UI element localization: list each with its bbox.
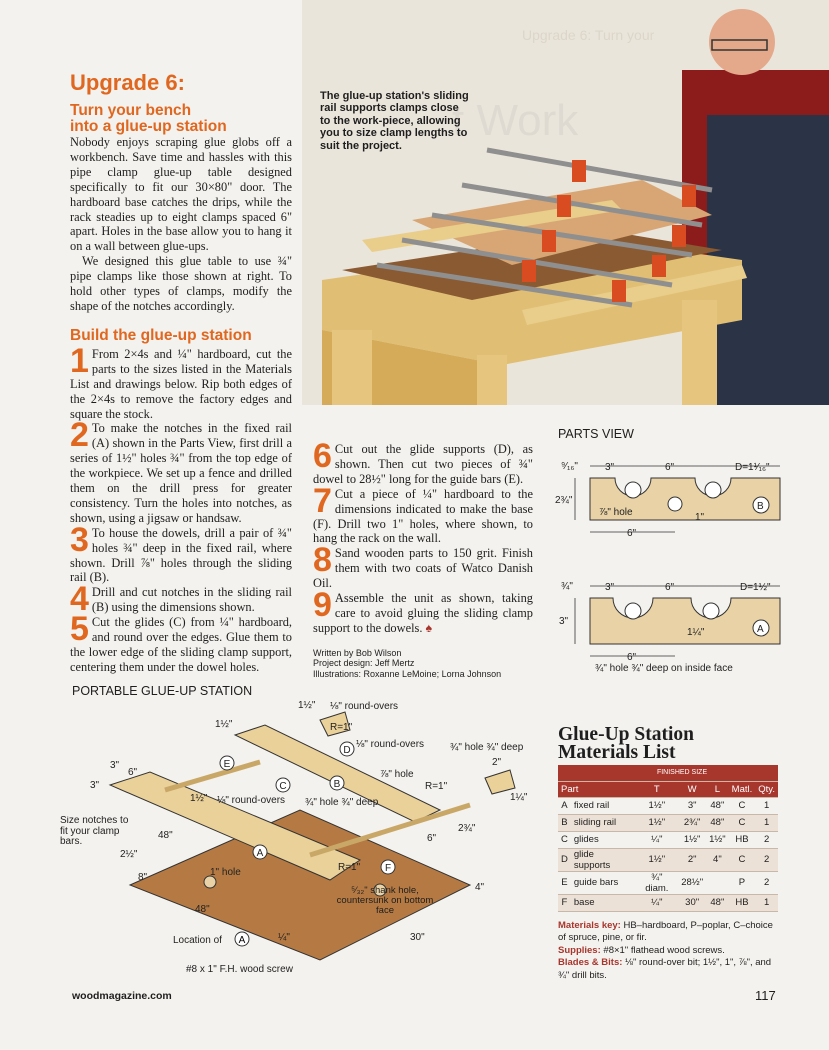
footer-site: woodmagazine.com (72, 990, 172, 1002)
col-w: W (678, 781, 706, 797)
photo-caption: The glue-up station's sliding rail supports clamps close to the work-piece, allowing you to size clamp lengths to suit the project. (320, 90, 469, 152)
dim-14: ¼" (278, 932, 290, 943)
rail-a-left-dim: ¾" (561, 581, 573, 592)
dim-112-mid: 1½" (190, 793, 208, 804)
table-row: E guide bars ¾" diam. 28½" P 2 (558, 871, 778, 894)
materials-table (558, 765, 778, 912)
intro-paragraph-2: We designed this glue table to use ¾" pipe clamps like those shown at right. To hold other types of clamps, modify the shape of the notches accordingly. (70, 254, 292, 313)
dim-r1-top: R=1" (330, 722, 353, 733)
dim-r1-f: R=1" (338, 862, 361, 873)
svg-text:Upgrade 6: Turn your: Upgrade 6: Turn your (522, 27, 655, 43)
intro-section (70, 70, 292, 675)
materials-list (558, 726, 783, 982)
dim-112-left: 1½" (215, 719, 233, 730)
exploded-label-e: E (223, 759, 231, 770)
dim-hole34-b: ¾" hole ¾" deep (305, 797, 379, 808)
step-5: 5 Cut the glides (C) from ¼" hardboard, and round over the edges. Glue them to the lower edge of the sliding clamp support, centering them under the dowel holes. (70, 610, 292, 674)
sliding-rail-b-drawing (555, 461, 780, 539)
rail-b-6in: 6" (665, 462, 675, 473)
screw-label: #8 x 1" F.H. wood screw (186, 964, 293, 975)
table-row: F base ¼" 30" 48" HB 1 (558, 894, 778, 911)
materials-title-1: Glue-Up Station (558, 724, 694, 745)
credit-design: Project design: Jeff Mertz (313, 658, 415, 669)
table-row: C glides ¼" 1½" 1½" HB 2 (558, 831, 778, 848)
exploded-label-c: C (279, 781, 287, 792)
section-title-line1: Turn your bench (70, 102, 192, 119)
table-row: D glide supports 1½" 2" 4" C 2 (558, 848, 778, 871)
exploded-label-b: B (333, 779, 341, 790)
dim-6in-right: 6" (427, 833, 437, 844)
col-t: T (635, 781, 678, 797)
dim-234: 2¾" (458, 823, 476, 834)
exploded-label-d: D (343, 745, 351, 756)
steps-continued (313, 437, 533, 679)
dim-112-top: 1½" (298, 700, 316, 711)
location-part-a: A (238, 935, 246, 946)
table-row: B sliding rail 1½" 2¾" 48" C 1 (558, 814, 778, 831)
step-4: 4 Drill and cut notches in the sliding rail (B) using the dimensions shown. (70, 580, 292, 619)
rail-a-6in: 6" (665, 582, 675, 593)
shank-hole-note: ⁵⁄₃₂" shank hole, countersunk on bottom face (336, 886, 434, 916)
build-heading: Build the glue-up station (70, 326, 252, 344)
rail-a-hole-note: ¾" hole ¾" deep on inside face (595, 663, 733, 674)
rail-b-3in: 3" (605, 462, 615, 473)
dim-30in: 30" (410, 932, 425, 943)
parts-view-title: PARTS VIEW (558, 427, 634, 441)
location-of-label: Location of (173, 935, 222, 946)
photo-illustration (302, 0, 829, 405)
dim-hole78: ⅞" hole (380, 769, 414, 780)
step-7: 7 Cut a piece of ¼" hardboard to the dimensions indicated to make the base (F). Drill two 1" holes, where shown, to hang the rack on the wall. (313, 481, 533, 546)
workbench-photo (302, 0, 829, 405)
dim-roundovers-top: ⅛" round-overs (330, 701, 399, 712)
rail-a-label: A (757, 624, 764, 635)
rail-a-bottom-6in: 6" (627, 652, 637, 663)
rail-a-height: 3" (559, 616, 569, 627)
rail-b-height: 2¾" (555, 495, 573, 506)
materials-key: Materials key: HB–hardboard, P–poplar, C–choice of spruce, pine, or fir. (558, 919, 773, 943)
dim-3in-b: 3" (90, 780, 100, 791)
intro-paragraph-1: Nobody enjoys scraping glue globs off a workbench. Save time and hassles with this pipe clamp glue-up table designed specifically to fit our 30×80" door. The hardboard base catches the drips, while the rack steadies up to eight clamps spaced 6" apart. Holes in the base allow you to hang it on a wall between glue-ups. (70, 135, 292, 254)
dim-hole34: ¾" hole ¾" deep (450, 742, 524, 753)
parts-view-diagram (555, 448, 795, 678)
svg-text:t Work: t Work (452, 96, 579, 145)
section-title-line2: into a glue-up station (70, 118, 227, 135)
dim-3in-a: 3" (110, 760, 120, 771)
col-qty: Qty. (755, 781, 778, 797)
materials-title-2: Materials List (558, 742, 676, 763)
size-notches-note: Size notches to fit your clamp bars. (60, 816, 129, 847)
exploded-view-title: PORTABLE GLUE-UP STATION (72, 684, 253, 698)
rail-b-left-dim: ⁹⁄₁₆" (561, 461, 578, 472)
dim-4in: 4" (475, 882, 485, 893)
credit-illustrations: Illustrations: Roxanne LeMoine; Lorna Johnson (313, 668, 502, 679)
rail-b-1in: 1" (695, 512, 705, 523)
table-row: A fixed rail 1½" 3" 48" C 1 (558, 797, 778, 814)
dim-hole1: 1" hole (210, 867, 241, 878)
dim-48in-a: 48" (158, 830, 173, 841)
finished-size-header: FINISHED SIZE (635, 765, 728, 781)
materials-notes (558, 920, 783, 983)
exploded-label-f: F (384, 863, 392, 874)
dim-48in-b: 48" (195, 904, 210, 915)
exploded-label-a: A (256, 848, 264, 859)
supplies: Supplies: #8×1" flathead wood screws. (558, 944, 725, 956)
step-3: 3 To house the dowels, drill a pair of ¾" holes ¾" deep in the fixed rail, where shown. Drill ⅞" holes through the sliding rail (B). (70, 520, 292, 585)
step-1: 1 From 2×4s and ¼" hardboard, cut the parts to the sizes listed in the Materials List and drawings below. Rip both edges of the 2×4s to remove the factory edges and square the stock. (70, 341, 292, 421)
exploded-view-diagram (60, 700, 540, 985)
page-number: 117 (755, 988, 776, 1003)
rail-a-114: 1¼" (687, 627, 705, 638)
rail-b-diameter: D=1¹⁄₁₆" (735, 462, 770, 473)
dim-roundovers-mid: ⅛" round-overs (217, 795, 286, 806)
upgrade-heading: Upgrade 6: (70, 70, 185, 95)
dim-8in: 8" (138, 872, 148, 883)
dim-212: 2½" (120, 849, 138, 860)
rail-b-hole: ⅞" hole (599, 507, 633, 518)
dim-6in-a: 6" (128, 767, 138, 778)
rail-b-label: B (757, 501, 764, 512)
step-8: 8 Sand wooden parts to 150 grit. Finish them with two coats of Watco Danish Oil. (313, 541, 533, 591)
end-mark-icon: ♠ (422, 620, 433, 635)
rail-a-diameter: D=1½" (740, 582, 771, 593)
col-part: Part (558, 781, 635, 797)
step-6: 6 Cut out the glide supports (D), as shown. Then cut two pieces of ¾" dowel to 28½" long for the guide bars (E). (313, 437, 533, 486)
col-l: L (706, 781, 729, 797)
credits (313, 648, 533, 680)
dim-r1-right: R=1" (425, 781, 448, 792)
dim-114: 1¼" (510, 792, 528, 803)
dim-2in: 2" (492, 757, 502, 768)
col-matl: Matl. (729, 781, 756, 797)
step-2: 2 To make the notches in the fixed rail (A) shown in the Parts View, first drill a series of 1½" holes ¾" from the top edge of the workpiece. We set up a fence and drilled them on the drill press for greater consistency. Turn the holes into notches, as shown, using a jigsaw or handsaw. (70, 416, 292, 525)
rail-b-bottom-6in: 6" (627, 528, 637, 539)
fixed-rail-a-drawing (559, 581, 780, 674)
step-9: 9 Assemble the unit as shown, taking care to avoid gluing the sliding clamp support to the dowels. ♠ (313, 586, 533, 635)
rail-a-3in: 3" (605, 582, 615, 593)
blades-bits: Blades & Bits: ⅛" round-over bit; 1½", 1", ⅞", and ¾" drill bits. (558, 957, 772, 981)
credit-writer: Written by Bob Wilson (313, 647, 402, 658)
dim-roundovers-d: ⅛" round-overs (356, 739, 425, 750)
